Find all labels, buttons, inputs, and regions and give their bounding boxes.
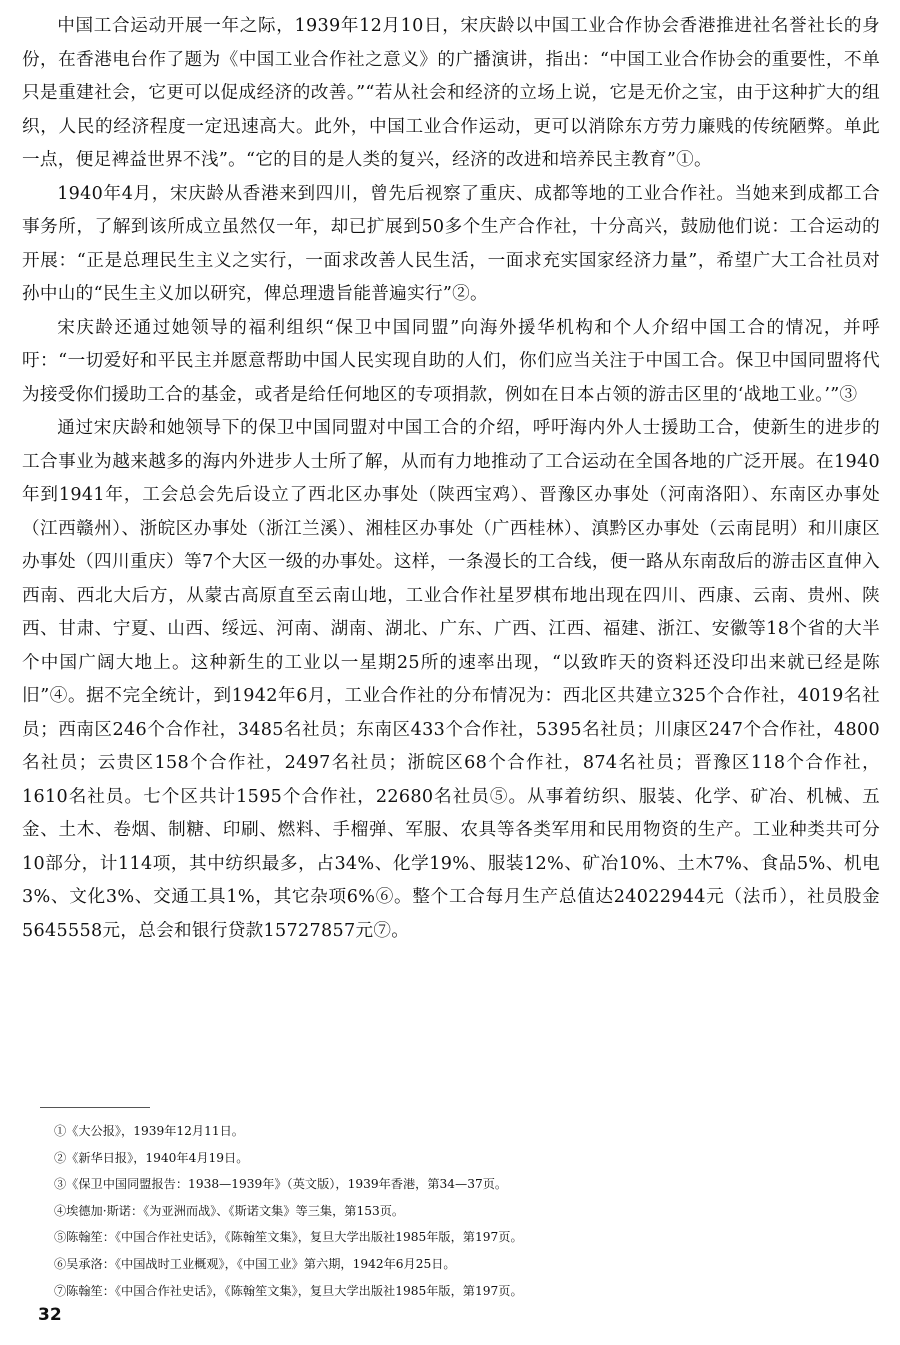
footnote-4: ④埃德加·斯诺：《为亚洲而战》、《斯诺文集》等三集，第153页。 — [54, 1203, 405, 1218]
footnote-3: ③《保卫中国同盟报告：1938—1939年》（英文版），1939年香港，第34—37页。 — [54, 1177, 508, 1192]
footnote-5: ⑤陈翰笙：《中国合作社史话》，《陈翰笙文集》，复旦大学出版社1985年版，第197页。 — [54, 1230, 523, 1245]
footnote-2: ②《新华日报》，1940年4月19日。 — [54, 1150, 249, 1165]
footnote-1: ①《大公报》，1939年12月11日。 — [54, 1124, 244, 1138]
footnote-7: ⑦陈翰笙：《中国合作社史话》，《陈翰笙文集》，复旦大学出版社1985年版，第197页。 — [54, 1283, 523, 1298]
body-text — [22, 10, 880, 948]
paragraph-4: 通过宋庆龄和她领导下的保卫中国同盟对中国工合的介绍，呼吁海内外人士援助工合，使新生的进步的工合事业为越来越多的海内外进步人士所了解，从而有力地推动了工合运动在全国各地的广泛开展。在1940年到1941年，工会总会先后设立了西北区办事处（陕西宝鸡）、晋豫区办事处（河南洛阳）、东南区办事处（江西赣州）、浙皖区办事处（浙江兰溪）、湘桂区办事处（广西桂林）、滇黔区办事处（云南昆明）和川康区办事处（四川重庆）等7个大区一级的办事处。这样，一条漫长的工合线，便一路从东南敌后的游击区直伸入西南、西北大后方，从蒙古高原直至云南山地，工业合作社星罗棋布地出现在四川、西康、云南、贵州、陕西、甘肃、宁夏、山西、绥远、河南、湖南、湖北、广东、广西、江西、福建、浙江、安徽等18个省的大半个中国广阔大地上。这种新生的工业以一星期25所的速率出现，“以致昨天的资料还没印出来就已经是陈旧”④。据不完全统计，到1942年6月，工业合作社的分布情况为：西北区共建立325个合作社，4019名社员；西南区246个合作社，3485名社员；东南区433个合作社，5395名社员；川康区247个合作社，4800名社员；云贵区158个合作社，2497名社员；浙皖区68个合作社，874名社员；晋豫区118个合作社，1610名社员。七个区共计1595个合作社，22680名社员⑤。从事着纺织、服装、化学、矿冶、机械、五金、土木、卷烟、制糖、印刷、燃料、手榴弹、军服、农具等各类军用和民用物资的生产。工业种类共可分10部分，计114项，其中纺织最多，占34%、化学19%、服装12%、矿冶10%、土木7%、食品5%、机电3%、文化3%、交通工具1%，其它杂项6%⑥。整个工合每月生产总值达24022944元（法币），社员股金5645558元，总会和银行贷款15727857元⑦。 — [22, 418, 880, 941]
paragraph-1: 中国工合运动开展一年之际，1939年12月10日，宋庆龄以中国工业合作协会香港推进社名誉社长的身份，在香港电台作了题为《中国工业合作社之意义》的广播演讲，指出：“中国工业合作协会的重要性，不单只是重建社会，它更可以促成经济的改善。”“若从社会和经济的立场上说，它是无价之宝，由于这种扩大的组织，人民的经济程度一定迅速高大。此外，中国工业合作运动，更可以消除东方劳力廉贱的传统陋弊。单此一点，便足裨益世界不浅”。“它的目的是人类的复兴，经济的改进和培养民主教育”①。 — [22, 16, 880, 170]
footnote-6: ⑥吴承洛：《中国战时工业概观》，《中国工业》第六期，1942年6月25日。 — [54, 1256, 456, 1271]
footnotes — [54, 1118, 854, 1304]
paragraph-3: 宋庆龄还通过她领导的福利组织“保卫中国同盟”向海外援华机构和个人介绍中国工合的情况，并呼吁：“一切爱好和平民主并愿意帮助中国人民实现自助的人们，你们应当关注于中国工合。保卫中国同盟将代为接受你们援助工合的基金，或者是给任何地区的专项捐款，例如在日本占领的游击区里的‘战地工业。’”③ — [22, 317, 880, 405]
paragraph-2: 1940年4月，宋庆龄从香港来到四川，曾先后视察了重庆、成都等地的工业合作社。当她来到成都工合事务所，了解到该所成立虽然仅一年，却已扩展到50多个生产合作社，十分高兴，鼓励他们说：工合运动的开展：“正是总理民生主义之实行，一面求改善人民生活，一面求充实国家经济力量”，希望广大工合社员对孙中山的“民生主义加以研究，俾总理遗旨能普遍实行”②。 — [22, 183, 880, 304]
page-number: 32 — [38, 1305, 62, 1325]
footnote-divider — [40, 1107, 150, 1108]
